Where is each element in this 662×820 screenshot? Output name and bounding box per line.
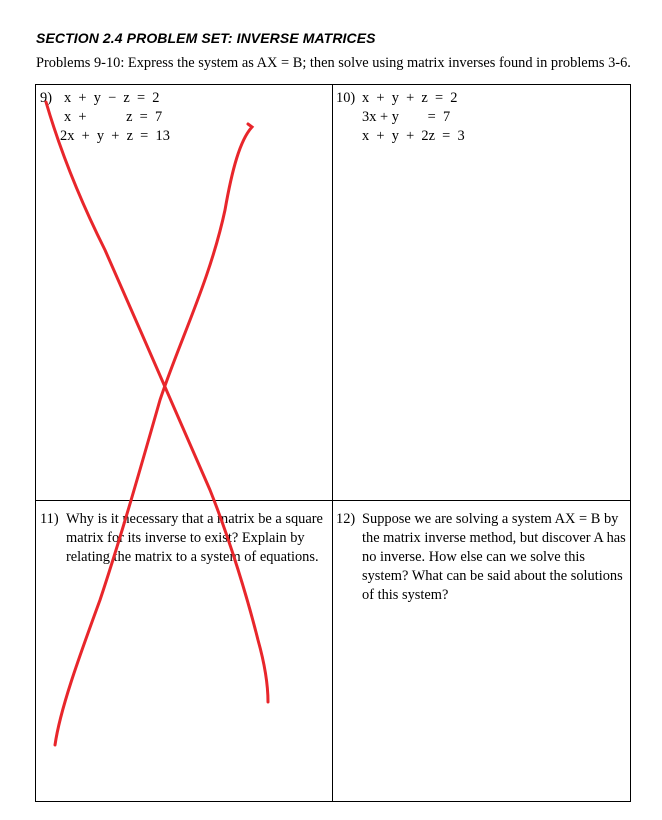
- problem-11: [40, 510, 330, 567]
- problem-11-text: Why is it necessary that a matrix be a square matrix for its inverse to exist? Explain by relating the matrix to a system of equations.: [66, 511, 323, 565]
- grid-divider-horizontal: [36, 500, 630, 501]
- equation: 2x + y + z = 13: [60, 128, 170, 144]
- instructions: Problems 9-10: Express the system as AX = B; then solve using matrix inverses found in problems 3-6.: [36, 55, 631, 71]
- problem-12: [336, 510, 626, 605]
- equation: x + y + 2z = 3: [362, 128, 465, 144]
- problem-10: [336, 89, 465, 146]
- problem-9-number: 9): [40, 90, 52, 106]
- problem-10-number: 10): [336, 90, 356, 106]
- problem-9: [40, 89, 170, 146]
- equation: 3x + y = 7: [362, 109, 451, 125]
- equation: x + y − z = 2: [64, 90, 160, 106]
- equation: x + z = 7: [64, 109, 163, 125]
- section-title: SECTION 2.4 PROBLEM SET: INVERSE MATRICES: [36, 30, 376, 46]
- problem-12-text: Suppose we are solving a system AX = B by the matrix inverse method, but discover A has no inverse. How else can we solve this system? What can be said about the solutions of this system?: [362, 511, 626, 603]
- problem-12-number: 12): [336, 511, 356, 527]
- equation: x + y + z = 2: [362, 90, 458, 106]
- grid-divider-vertical: [332, 85, 333, 801]
- problem-11-number: 11): [40, 511, 59, 527]
- problem-grid: [35, 84, 631, 802]
